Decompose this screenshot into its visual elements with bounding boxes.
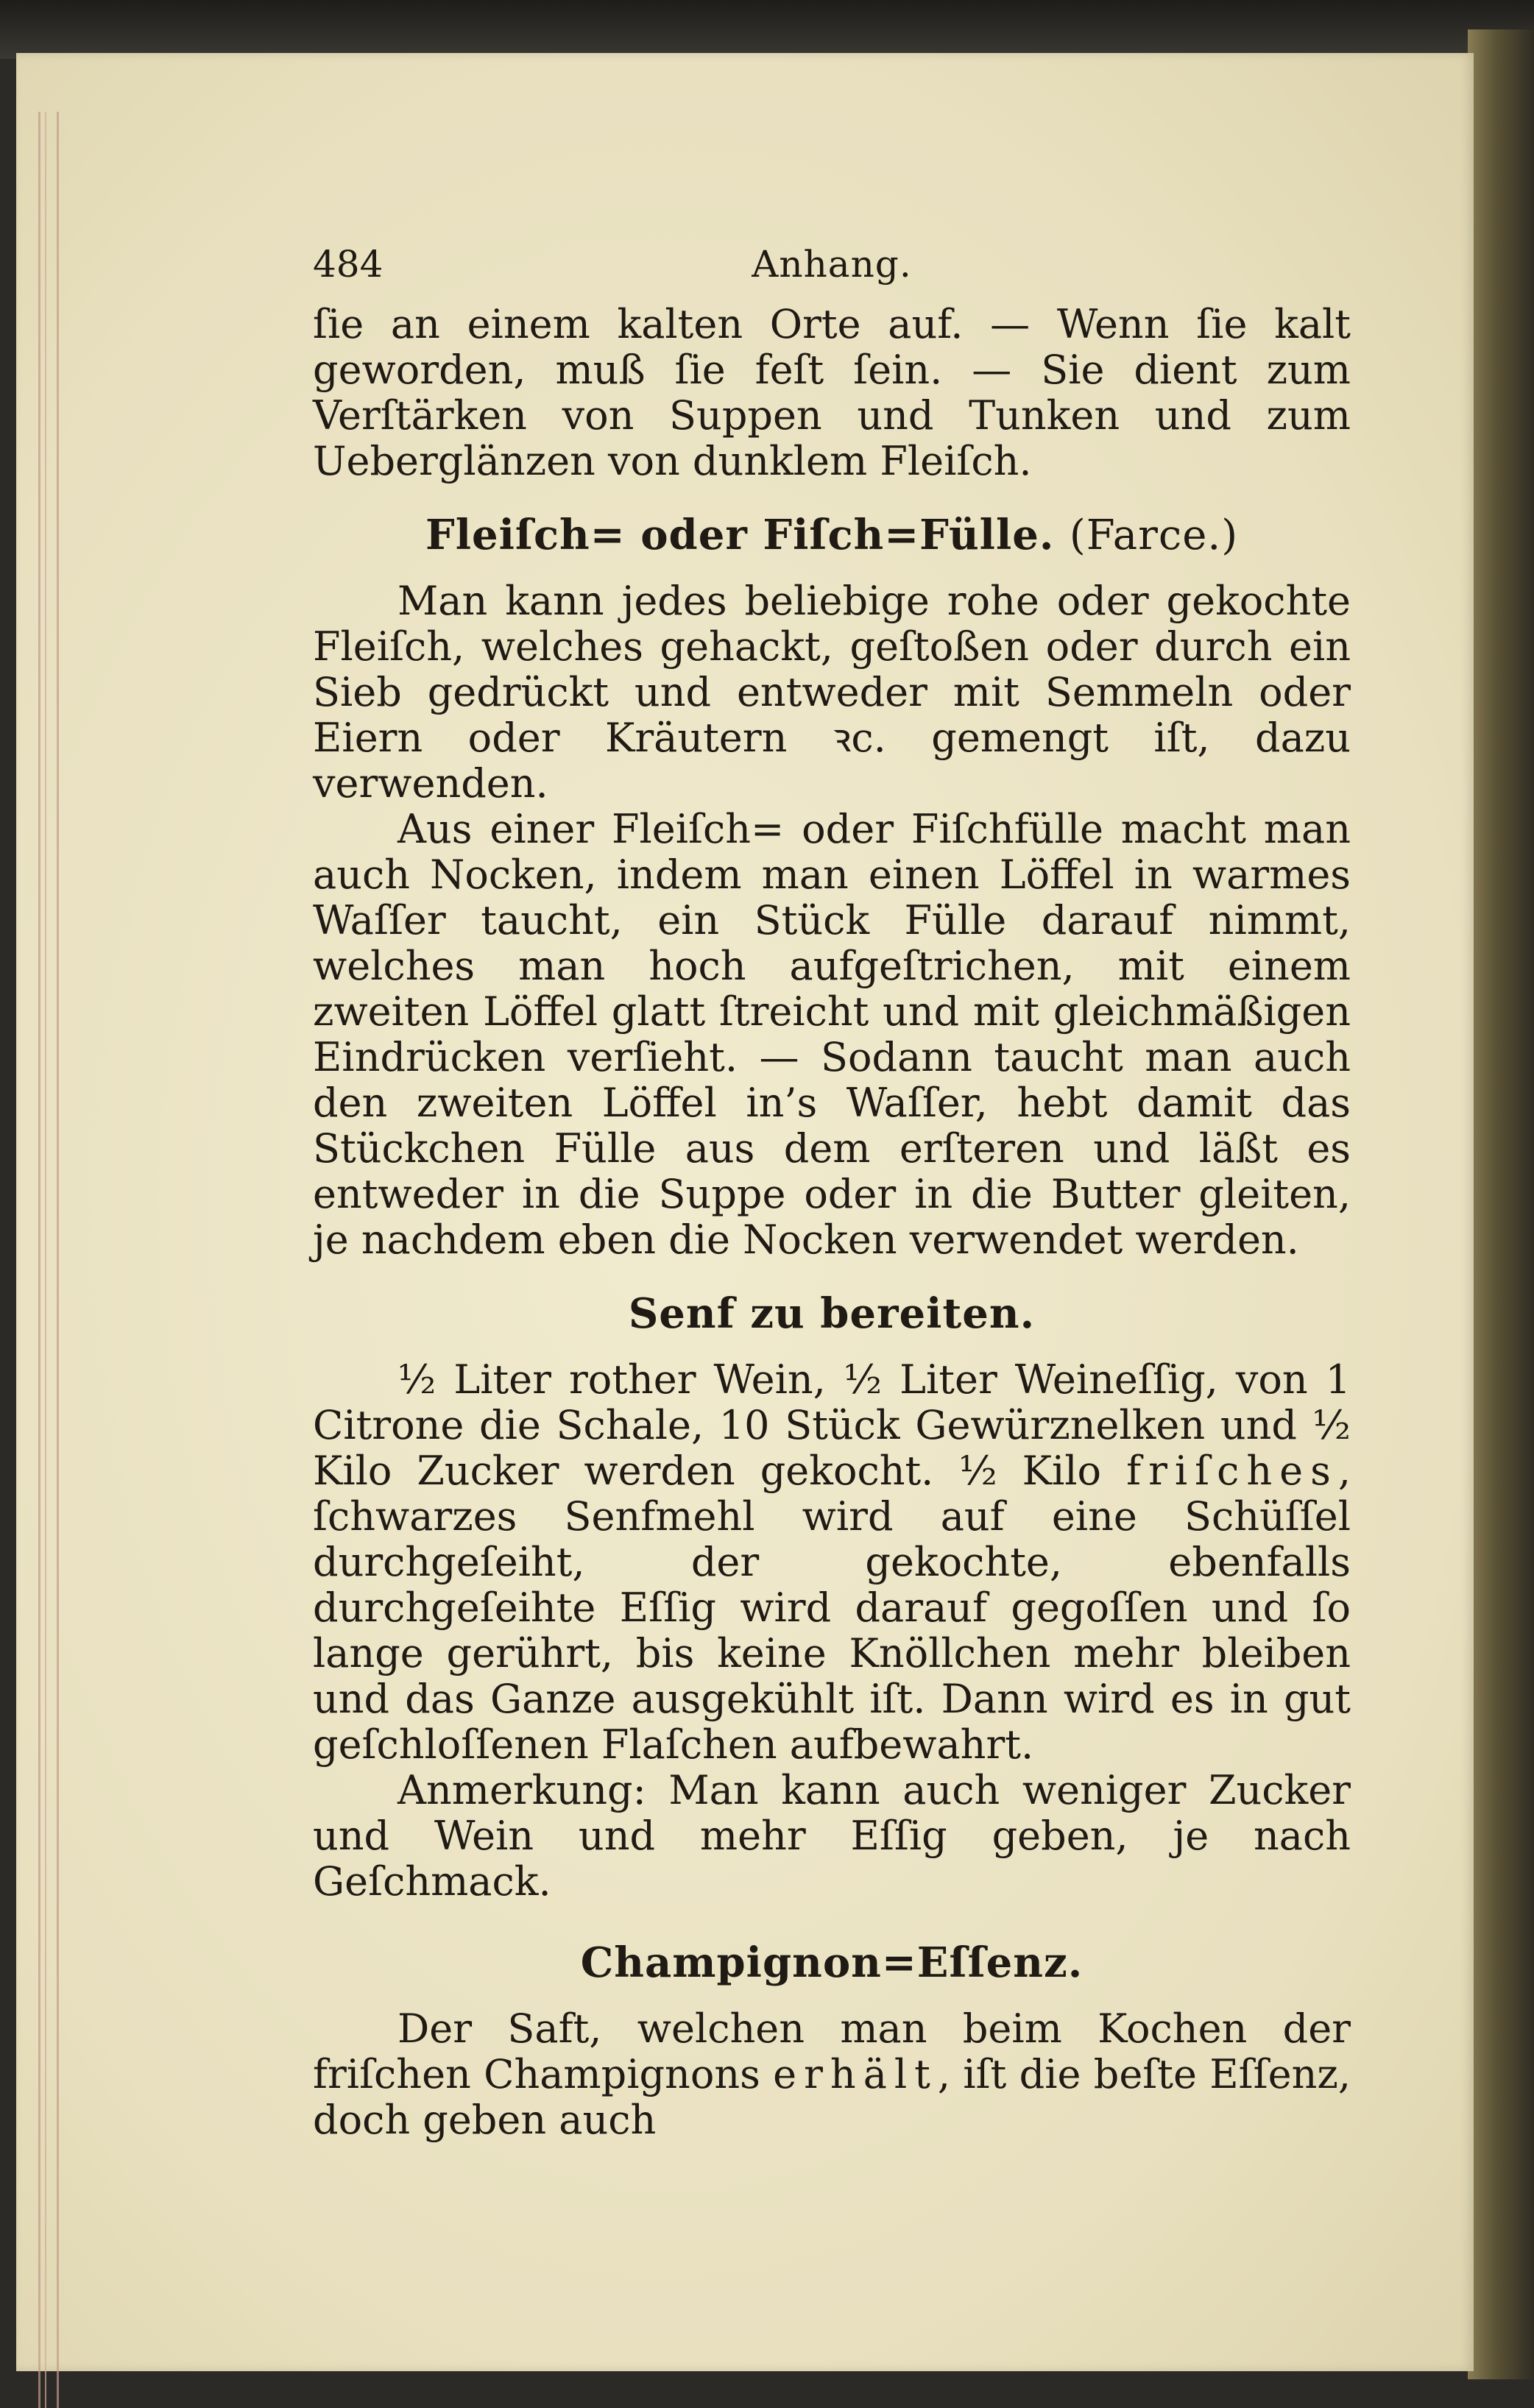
note-label: Anmerkung: [397,1767,646,1813]
heading-title: Fleiſch= oder Fiſch=Fülle. [425,511,1055,559]
note-text: Man kann auch weniger Zucker und Wein und mehr Eſſig geben, je nach Geſchmack. [313,1767,1351,1905]
paragraph-note [313,1768,1351,1905]
paragraph-recipe [313,1357,1351,1768]
page-number: 484 [313,243,384,286]
recipe-text: ½ Liter rother Wein, ½ Liter Weineſſig, von 1 Citrone die Schale, 10 Stück Gewürznelken und ½ Kilo Zucker werden gekocht. ½ Kilo [313,1356,1351,1494]
scan-background-top [0,0,1534,59]
paragraph-text-cont: , iſt die beſte Eſſenz, doch geben auch [313,2051,1351,2143]
paragraph-text: Der Saft, welchen man beim Kochen der friſchen Champignons [313,2005,1351,2097]
heading-subtitle: (Farce.) [1069,511,1239,559]
paragraph: Man kann jedes beliebige rohe oder gekochte Fleiſch, welches gehackt, geſtoßen oder durch ein Sieb gedrückt und entweder mit Semmeln oder Eiern oder Kräutern ꝛc. gemengt iſt, dazu verwenden. [313,578,1351,807]
page-edge-lines [38,112,59,2408]
section-heading-senf: Senf zu bereiten. [628,1289,1036,1338]
book-binding-edge [1468,29,1534,2379]
page-header [313,243,1351,302]
section-heading-farce [313,511,1351,559]
page-content [313,243,1351,2143]
running-head: Anhang. [752,243,912,286]
section-heading-champignon: Champignon=Eſſenz. [580,1938,1084,1987]
paragraph [313,2006,1351,2143]
emphasized-word: erhält [773,2051,938,2097]
emphasized-word: friſches [1126,1448,1338,1494]
recipe-text-cont: , ſchwarzes Senfmehl wird auf eine Schüſſel durchgeſeiht, der gekochte, ebenfalls durchgeſeihte Eſſig wird darauf gegoſſen und ſo lange gerührt, bis keine Knöllchen mehr bleiben und das Ganze ausgekühlt iſt. Dann wird es in gut geſchloſſenen Flaſchen aufbewahrt. [313,1448,1351,1768]
paragraph-continuation: ſie an einem kalten Orte auf. — Wenn ſie kalt geworden, muß ſie feſt ſein. — Sie dient zum Verſtärken von Suppen und Tunken und zum Ueberglänzen von dunklem Fleiſch. [313,301,1351,484]
paragraph: Aus einer Fleiſch= oder Fiſchfülle macht man auch Nocken, indem man einen Löffel in warmes Waſſer taucht, ein Stück Fülle darauf nimmt, welches man hoch aufgeſtrichen, mit einem zweiten Löffel glatt ſtreicht und mit gleichmäßigen Eindrücken verſieht. — Sodann taucht man auch den zweiten Löffel in’s Waſſer, hebt damit das Stückchen Fülle aus dem erſteren und läßt es entweder in die Suppe oder in die Butter gleiten, je nachdem eben die Nocken verwendet werden. [313,806,1351,1263]
